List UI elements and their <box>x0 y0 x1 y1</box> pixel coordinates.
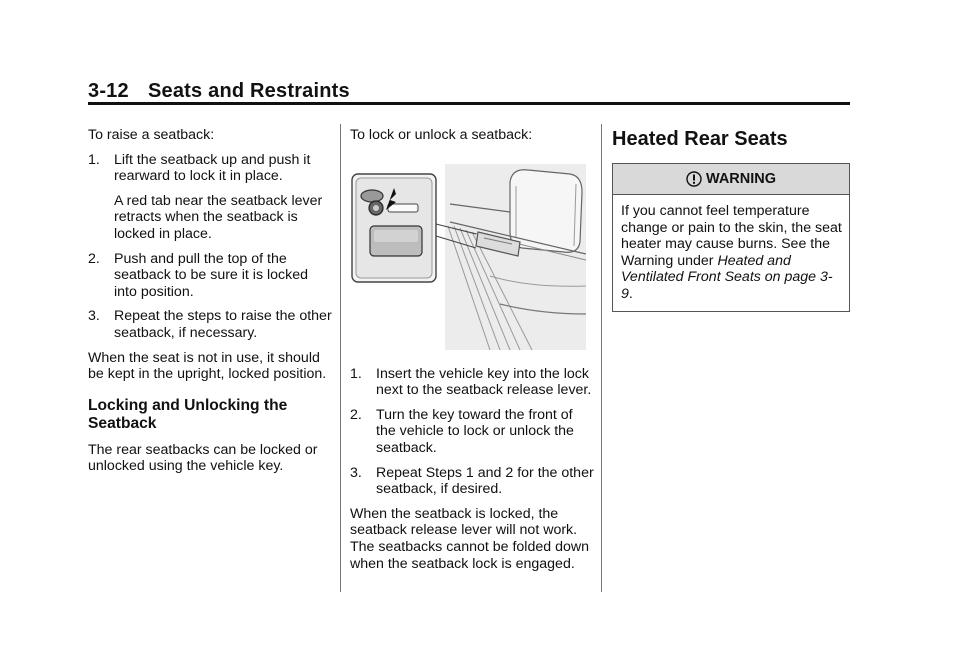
page-header <box>88 80 850 103</box>
step-number: 2. <box>350 406 362 423</box>
warning-end: . <box>628 285 633 302</box>
column-divider <box>601 124 602 592</box>
list-item <box>350 366 595 399</box>
step-text: Insert the vehicle key into the lock next to the seatback release lever. <box>376 365 592 399</box>
step-number: 3. <box>350 464 362 481</box>
body-paragraph: When the seatback is locked, the seatback release lever will not work. The seatbacks cannot be folded down when the seatback lock is engaged. <box>350 505 589 572</box>
list-item <box>88 251 332 301</box>
list-item <box>88 308 332 341</box>
column-divider <box>340 124 341 592</box>
list-item <box>350 407 595 457</box>
body-paragraph: The rear seatbacks can be locked or unlocked using the vehicle key. <box>88 441 318 475</box>
warning-header <box>613 164 849 195</box>
step-text: Repeat the steps to raise the other seatback, if necessary. <box>114 308 332 341</box>
step-text: Lift the seatback up and push it rearward to lock it in place. <box>114 151 311 185</box>
column-2 <box>350 127 595 580</box>
section-heading: Heated Rear Seats <box>612 128 788 150</box>
step-text: Repeat Steps 1 and 2 for the other seatback, if desired. <box>376 464 594 498</box>
chapter-title: Seats and Restraints <box>148 80 350 102</box>
step-number: 1. <box>350 365 362 382</box>
page-header-text <box>88 80 850 103</box>
warning-title: WARNING <box>705 170 777 187</box>
lock-seatback-intro: To lock or unlock a seatback: <box>350 127 533 143</box>
body-paragraph: When the seat is not in use, it should be kept in the upright, locked position. <box>88 349 327 383</box>
step-number: 1. <box>88 151 100 168</box>
seatback-lock-drawing <box>350 164 586 350</box>
warning-body <box>613 195 849 311</box>
page-number: 3-12 <box>88 80 129 102</box>
column-1 <box>88 127 332 483</box>
step-number: 2. <box>88 250 100 267</box>
seatback-lock-illustration <box>350 164 586 350</box>
lock-seatback-steps <box>350 366 595 498</box>
list-item <box>88 152 332 185</box>
raise-seatback-intro: To raise a seatback: <box>88 127 215 143</box>
list-item <box>350 465 595 498</box>
column-3 <box>612 127 852 312</box>
warning-icon <box>686 171 702 187</box>
step-number: 3. <box>88 308 100 325</box>
raise-seatback-steps <box>88 152 332 342</box>
step-text: Turn the key toward the front of the vehicle to lock or unlock the seatback. <box>376 406 574 456</box>
header-rule <box>88 102 850 105</box>
warning-text: If you cannot feel temperature change or pain to the skin, the seat heater may cause burns. See the Warning under <box>621 203 842 269</box>
warning-box <box>612 163 850 312</box>
warning-reference: Heated and Ventilated Front Seats on page 3-9 <box>621 252 833 302</box>
step-note: A red tab near the seatback lever retracts when the seatback is locked in place. <box>114 192 323 242</box>
section-subheading: Locking and Unlocking the Seatback <box>88 396 288 433</box>
step-text: Push and pull the top of the seatback to be sure it is locked into position. <box>114 250 308 300</box>
